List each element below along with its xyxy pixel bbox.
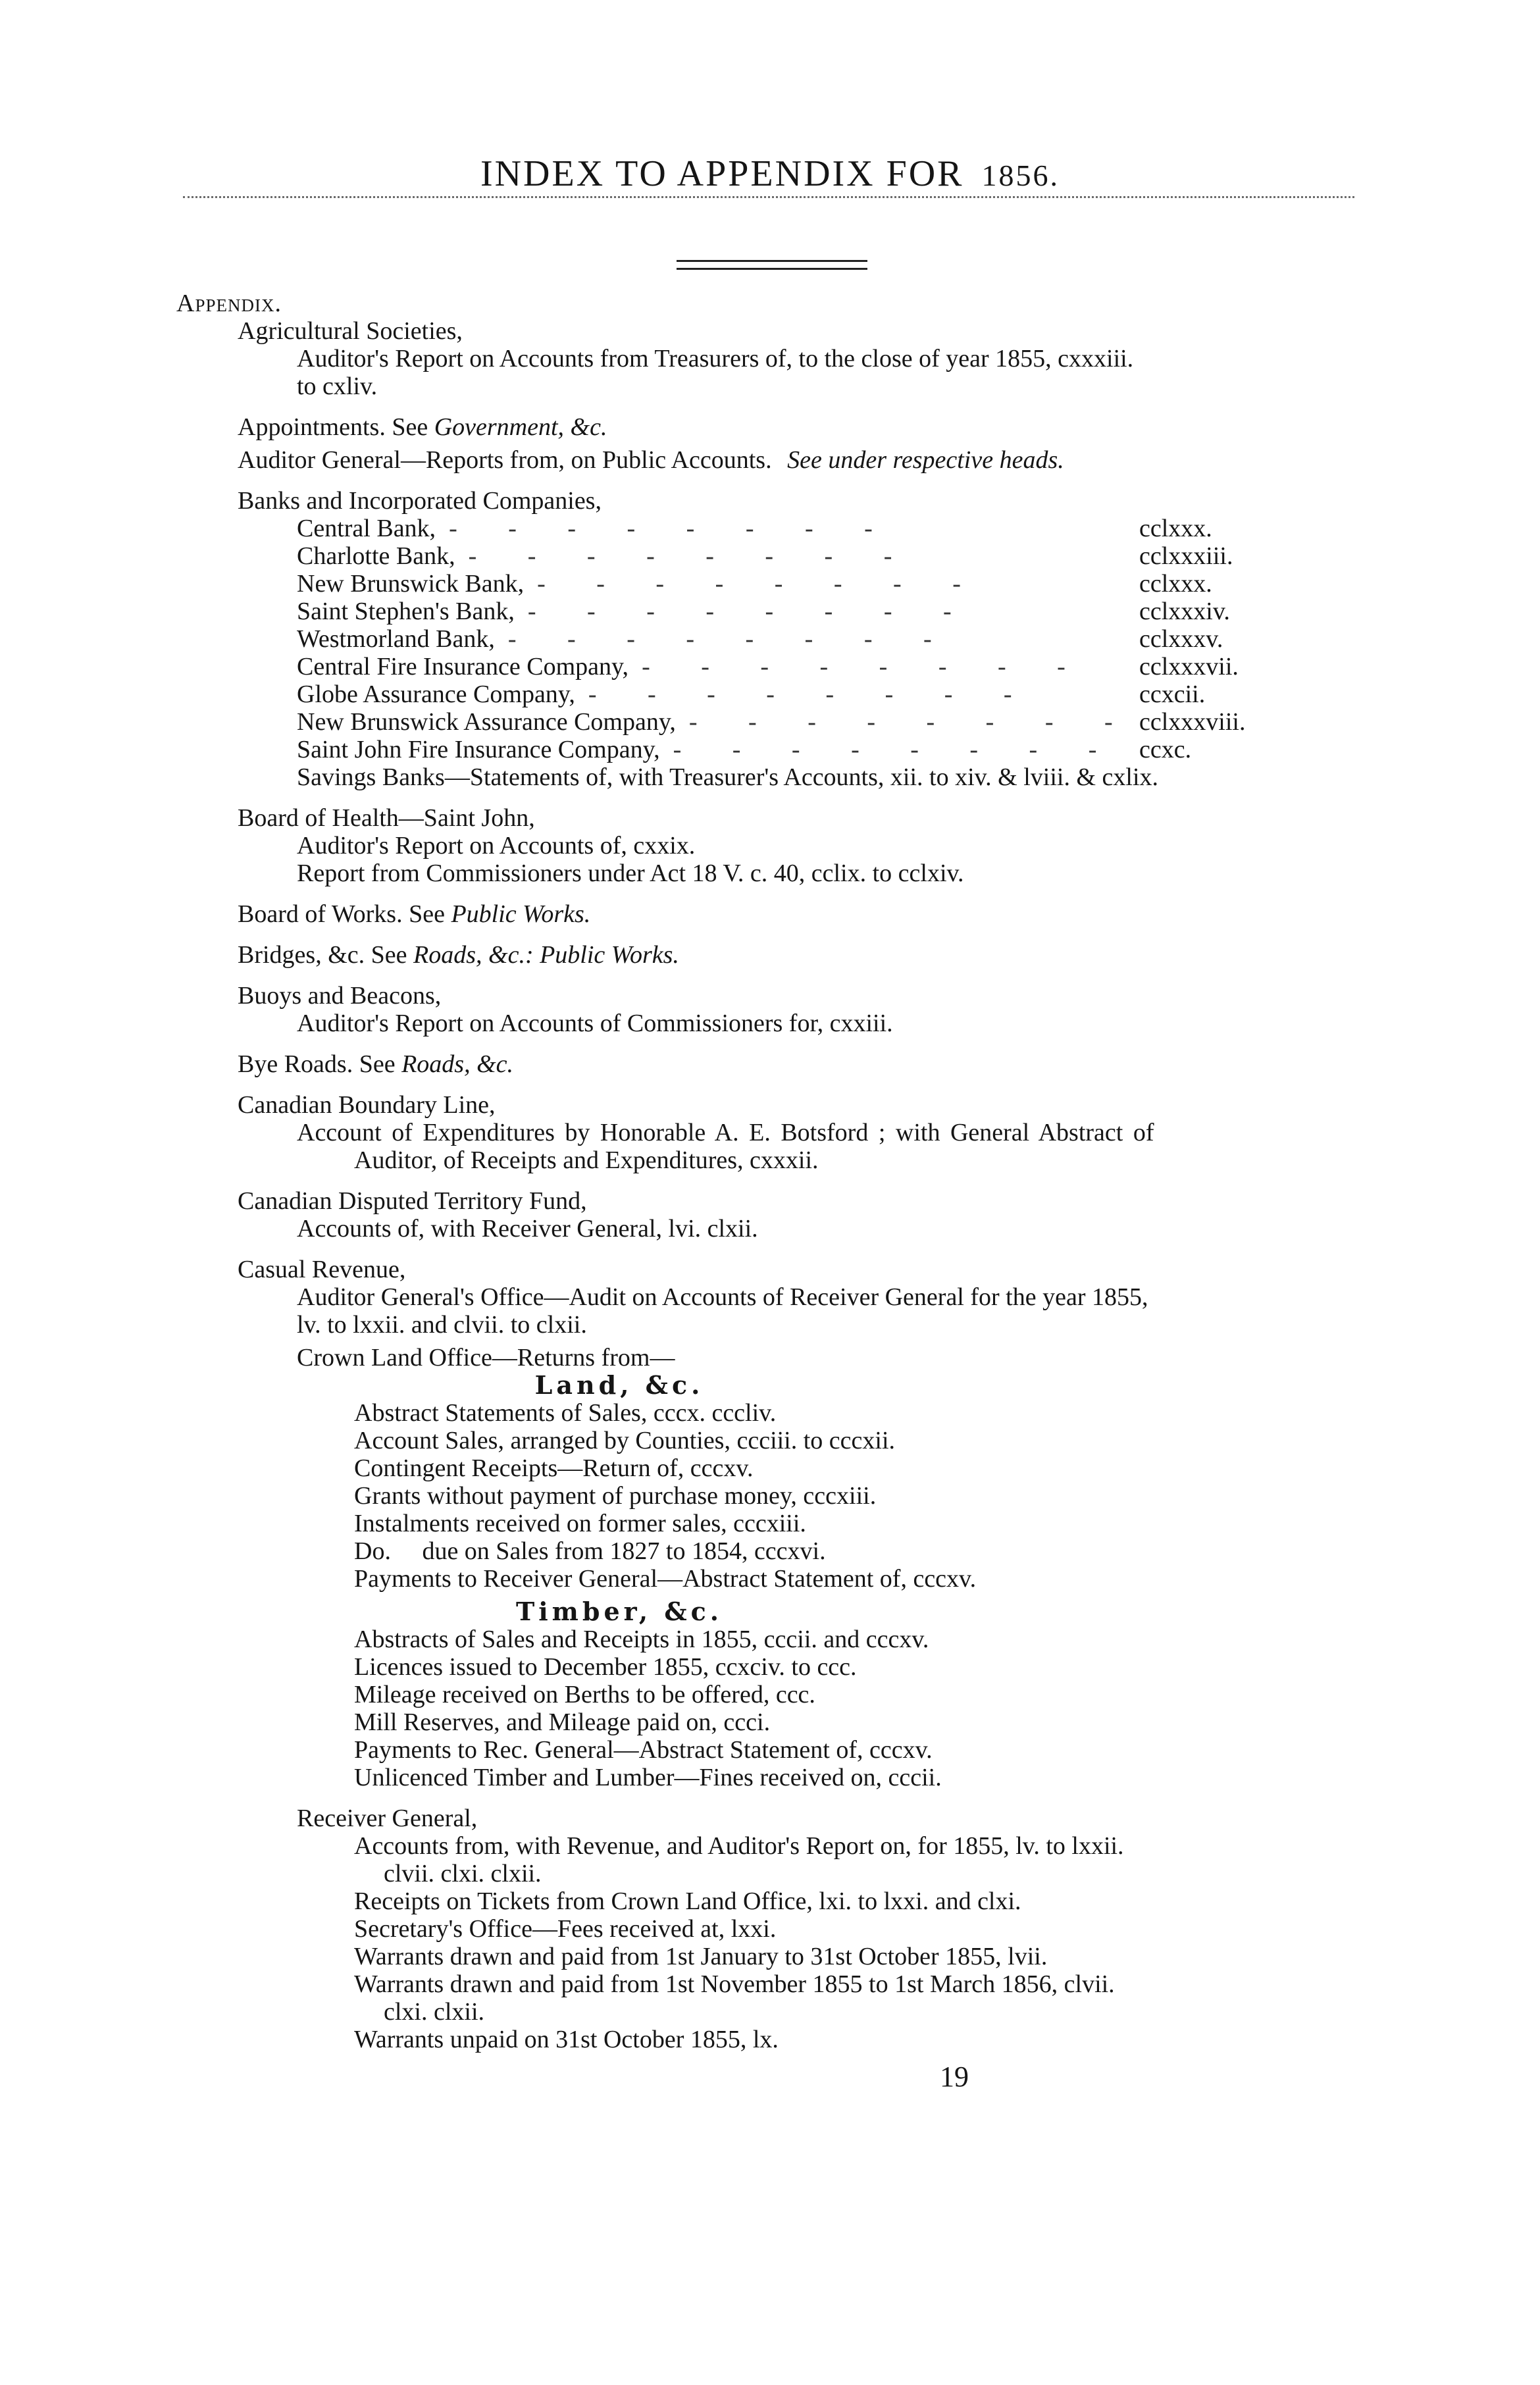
bank-row — [297, 736, 1310, 763]
bank-name: Globe Assurance Company, — [297, 680, 575, 708]
entry-canadian-boundary — [176, 1091, 1361, 1174]
bank-ref: ccxc. — [1139, 736, 1192, 763]
entry-line: Secretary's Office—Fees received at, lxxi. — [354, 1915, 777, 1943]
bank-name: Westmorland Bank, — [297, 625, 495, 653]
bank-name: Central Fire Insurance Company, — [297, 653, 629, 680]
entry-line: Auditor's Report on Accounts of, cxxix. — [297, 832, 696, 859]
bank-row — [297, 570, 1310, 598]
entry-heading: Auditor General—Reports from, on Public Accounts. — [238, 446, 772, 474]
entry-banks — [176, 487, 1361, 791]
crown-land-heading: Crown Land Office—Returns from— — [297, 1344, 675, 1372]
entry-line: Warrants drawn and paid from 1st November 1855 to 1st March 1856, clvii. — [354, 1970, 1115, 1998]
entry-line: Accounts of, with Receiver General, lvi. clxii. — [297, 1215, 758, 1243]
entry-line: Account of Expenditures by Honorable A. E. Botsford ; with General Abstract of — [297, 1119, 1154, 1146]
entry-heading: Canadian Disputed Territory Fund, — [238, 1187, 587, 1215]
title-year: 1856. — [981, 159, 1060, 192]
entry-heading: Canadian Boundary Line, — [238, 1091, 496, 1119]
bank-row — [297, 708, 1310, 736]
entry-line: Accounts from, with Revenue, and Auditor's Report on, for 1855, lv. to lxxii. — [354, 1832, 1124, 1860]
bank-ref: cclxxxvii. — [1139, 653, 1239, 680]
bank-row — [297, 515, 1310, 542]
bank-name: New Brunswick Bank, — [297, 570, 525, 598]
bank-ref: cclxxxiv. — [1139, 598, 1230, 625]
leader-dots: - - - - - - - - — [537, 570, 983, 598]
bank-name: Charlotte Bank, — [297, 542, 455, 570]
entry-buoys — [176, 982, 1361, 1037]
bank-ref: cclxxxiii. — [1139, 542, 1233, 570]
entry-heading: Agricultural Societies, — [238, 317, 463, 345]
entry-disputed-territory — [176, 1187, 1361, 1243]
bank-row — [297, 625, 1310, 653]
entry-auditor-general — [238, 446, 1361, 474]
list-item: Payments to Receiver General—Abstract Statement of, cccxv. — [354, 1565, 977, 1593]
entry-heading: Board of Works. See — [238, 900, 445, 928]
section-land — [176, 1372, 1361, 1593]
entry-line: Auditor's Report on Accounts from Treasurers of, to the close of year 1855, cxxxiii. — [297, 345, 1134, 372]
entry-agricultural — [176, 317, 1361, 400]
entry-line-cont: clvii. clxi. clxii. — [384, 1860, 542, 1887]
list-item: Unlicenced Timber and Lumber—Fines received on, cccii. — [354, 1764, 942, 1791]
bank-name: New Brunswick Assurance Company, — [297, 708, 676, 736]
entry-line: Auditor General's Office—Audit on Accounts of Receiver General for the year 1855, — [297, 1283, 1148, 1311]
entry-heading: Casual Revenue, — [238, 1256, 406, 1283]
list-item: Do. due on Sales from 1827 to 1854, cccxvi. — [354, 1537, 826, 1565]
bank-ref: cclxxx. — [1139, 570, 1212, 598]
entry-heading: Board of Health—Saint John, — [238, 804, 535, 832]
leader-dots: - - - - - - - - — [588, 680, 1035, 708]
entry-bridges — [238, 941, 1361, 969]
bank-ref: ccxcii. — [1139, 680, 1206, 708]
bank-name: Central Bank, — [297, 515, 436, 542]
list-item: Grants without payment of purchase money, cccxiii. — [354, 1482, 877, 1510]
leader-dots: - - - - - - - - — [527, 598, 974, 625]
leader-dots: - - - - - - - - — [449, 515, 895, 542]
list-item: Mill Reserves, and Mileage paid on, ccci. — [354, 1708, 771, 1736]
bank-name: Saint Stephen's Bank, — [297, 598, 515, 625]
entry-cross-ref: Government, &c. — [434, 413, 607, 441]
entry-line: Report from Commissioners under Act 18 V. c. 40, cclix. to cclxiv. — [297, 859, 964, 887]
entry-line: Receipts on Tickets from Crown Land Office, lxi. to lxxi. and clxi. — [354, 1887, 1021, 1915]
entry-casual-revenue — [176, 1256, 1361, 1372]
entry-line: lv. to lxxii. and clvii. to clxii. — [297, 1311, 587, 1339]
entry-line: Warrants unpaid on 31st October 1855, lx. — [354, 2026, 779, 2053]
leader-dots: - - - - - - - - — [468, 542, 915, 570]
section-title-timber: Timber, &c. — [515, 1597, 723, 1626]
entry-line-cont: clxi. clxii. — [384, 1998, 485, 2026]
double-rule-top — [677, 260, 867, 262]
bank-ref: cclxxxviii. — [1139, 708, 1246, 736]
section-title-land: Land, &c. — [534, 1370, 704, 1400]
appendix-label: Appendix. — [176, 290, 282, 317]
title-text: INDEX TO APPENDIX FOR — [480, 153, 964, 194]
entry-appointments — [238, 413, 1361, 441]
index-body — [176, 290, 1361, 2053]
leader-dots: - - - - - - - - — [507, 625, 954, 653]
page-title — [0, 153, 1540, 195]
leader-dots: - - - - - - - - — [673, 736, 1119, 763]
entry-board-of-health — [176, 804, 1361, 887]
entry-heading: Receiver General, — [297, 1805, 478, 1832]
list-item: Payments to Rec. General—Abstract Statement of, cccxv. — [354, 1736, 933, 1764]
entry-heading: Bridges, &c. See — [238, 941, 407, 969]
entry-heading: Banks and Incorporated Companies, — [238, 487, 602, 515]
bank-row — [297, 542, 1310, 570]
entry-bye-roads — [238, 1050, 1361, 1078]
list-item: Contingent Receipts—Return of, cccxv. — [354, 1454, 754, 1482]
entry-receiver-general — [176, 1805, 1361, 2053]
entry-board-of-works — [238, 900, 1361, 928]
entry-cross-ref: Roads, &c.: Public Works. — [413, 941, 679, 969]
list-item: Abstract Statements of Sales, cccx. cccliv. — [354, 1399, 777, 1427]
entry-heading: Buoys and Beacons, — [238, 982, 442, 1010]
entry-heading: Appointments. See — [238, 413, 428, 441]
page-number: 19 — [940, 2061, 969, 2093]
entry-line: Auditor's Report on Accounts of Commissioners for, cxxiii. — [297, 1010, 893, 1037]
savings-banks-line: Savings Banks—Statements of, with Treasurer's Accounts, xii. to xiv. & lviii. & cxlix. — [297, 763, 1158, 791]
leader-dots: - - - - - - - - — [642, 653, 1088, 680]
entry-line: Warrants drawn and paid from 1st January to 31st October 1855, lvii. — [354, 1943, 1048, 1970]
list-item: Instalments received on former sales, cccxiii. — [354, 1510, 806, 1537]
entry-line: Auditor, of Receipts and Expenditures, cxxxii. — [354, 1146, 819, 1174]
list-item: Licences issued to December 1855, ccxciv. to ccc. — [354, 1653, 857, 1681]
list-item: Account Sales, arranged by Counties, ccciii. to cccxii. — [354, 1427, 896, 1454]
double-rule-bottom — [677, 268, 867, 270]
entry-cross-ref: See under respective heads. — [787, 446, 1064, 474]
bank-ref: cclxxxv. — [1139, 625, 1223, 653]
list-item: Abstracts of Sales and Receipts in 1855, cccii. and cccxv. — [354, 1626, 929, 1653]
entry-cross-ref: Public Works. — [451, 900, 591, 928]
title-dotted-rule — [183, 196, 1354, 198]
leader-dots: - - - - - - - - — [688, 708, 1135, 736]
bank-row — [297, 653, 1310, 680]
entry-line: to cxliv. — [297, 372, 378, 400]
list-item: Mileage received on Berths to be offered, ccc. — [354, 1681, 815, 1708]
section-timber — [176, 1598, 1361, 1791]
entry-cross-ref: Roads, &c. — [401, 1050, 514, 1078]
bank-row — [297, 680, 1310, 708]
bank-ref: cclxxx. — [1139, 515, 1212, 542]
entry-heading: Bye Roads. See — [238, 1050, 396, 1078]
bank-name: Saint John Fire Insurance Company, — [297, 736, 660, 763]
bank-row — [297, 598, 1310, 625]
